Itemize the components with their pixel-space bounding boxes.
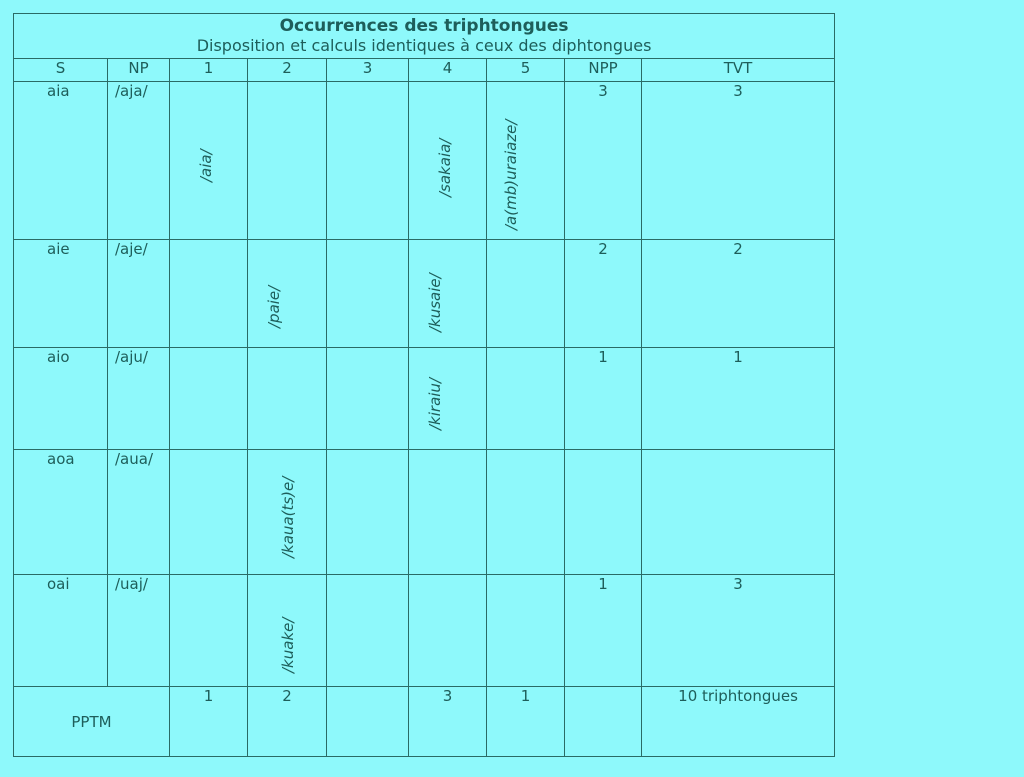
footer-2: 2: [248, 687, 327, 757]
table-row: [14, 450, 835, 575]
cell-4: [409, 82, 487, 240]
cell-4: [409, 348, 487, 450]
cell-5: [487, 240, 565, 348]
table-row: [14, 240, 835, 348]
pptm-label: PPTM: [14, 687, 170, 757]
cell-2: [248, 82, 327, 240]
triphthong-table: [13, 13, 835, 757]
cell-tvt: 2: [642, 240, 835, 348]
cell-tvt: [642, 450, 835, 575]
cell-2: [248, 348, 327, 450]
footer-npp: [565, 687, 642, 757]
cell-1: [170, 82, 248, 240]
cell-s: aio: [14, 348, 108, 450]
cell-5: [487, 82, 565, 240]
cell-3: [327, 240, 409, 348]
cell-3: [327, 348, 409, 450]
cell-npp: [565, 450, 642, 575]
cell-1: [170, 240, 248, 348]
cell-4: [409, 240, 487, 348]
cell-np: /aua/: [108, 450, 170, 575]
cell-tvt: 3: [642, 575, 835, 687]
cell-npp: 1: [565, 348, 642, 450]
cell-4: [409, 450, 487, 575]
footer-row: [14, 687, 835, 757]
cell-4-text: /kusaie/: [425, 273, 444, 332]
table-subtitle: Disposition et calculs identiques à ceux des diphtongues: [196, 36, 652, 55]
header-s: S: [14, 59, 108, 82]
cell-4-text: /sakaia/: [435, 138, 454, 197]
cell-5: [487, 348, 565, 450]
cell-s: aoa: [14, 450, 108, 575]
cell-2-text: /paie/: [265, 285, 283, 328]
cell-1: [170, 348, 248, 450]
cell-3: [327, 82, 409, 240]
table-title-cell: [14, 14, 835, 59]
header-5: 5: [487, 59, 565, 82]
cell-npp: 2: [565, 240, 642, 348]
footer-3: [327, 687, 409, 757]
cell-2-text: /kuake/: [279, 617, 297, 673]
footer-5: 1: [487, 687, 565, 757]
footer-total: 10 triphtongues: [642, 687, 835, 757]
header-row: [14, 59, 835, 82]
table-title: Occurrences des triphtongues: [279, 16, 569, 36]
cell-np: /aja/: [108, 82, 170, 240]
header-npp: NPP: [565, 59, 642, 82]
cell-tvt: 3: [642, 82, 835, 240]
cell-4: [409, 575, 487, 687]
cell-2: [248, 240, 327, 348]
cell-np: /aje/: [108, 240, 170, 348]
cell-s: oai: [14, 575, 108, 687]
cell-4-text: /kiraiu/: [425, 378, 444, 430]
cell-5: [487, 575, 565, 687]
cell-npp: 1: [565, 575, 642, 687]
cell-np: /uaj/: [108, 575, 170, 687]
cell-3: [327, 575, 409, 687]
cell-2: [248, 450, 327, 575]
cell-1: [170, 450, 248, 575]
cell-s: aia: [14, 82, 108, 240]
header-4: 4: [409, 59, 487, 82]
table-row: [14, 348, 835, 450]
cell-5-text: /a(mb)uraiaze/: [501, 119, 520, 230]
cell-5: [487, 450, 565, 575]
header-2: 2: [248, 59, 327, 82]
header-1: 1: [170, 59, 248, 82]
footer-4: 3: [409, 687, 487, 757]
cell-1-text: /aia/: [196, 149, 215, 182]
header-np: NP: [108, 59, 170, 82]
cell-npp: 3: [565, 82, 642, 240]
table-row: [14, 82, 835, 240]
cell-1: [170, 575, 248, 687]
cell-tvt: 1: [642, 348, 835, 450]
cell-2-text: /kaua(ts)e/: [279, 476, 297, 558]
cell-3: [327, 450, 409, 575]
cell-2: [248, 575, 327, 687]
footer-1: 1: [170, 687, 248, 757]
header-tvt: TVT: [642, 59, 835, 82]
cell-s: aie: [14, 240, 108, 348]
table-row: [14, 575, 835, 687]
header-3: 3: [327, 59, 409, 82]
cell-np: /aju/: [108, 348, 170, 450]
